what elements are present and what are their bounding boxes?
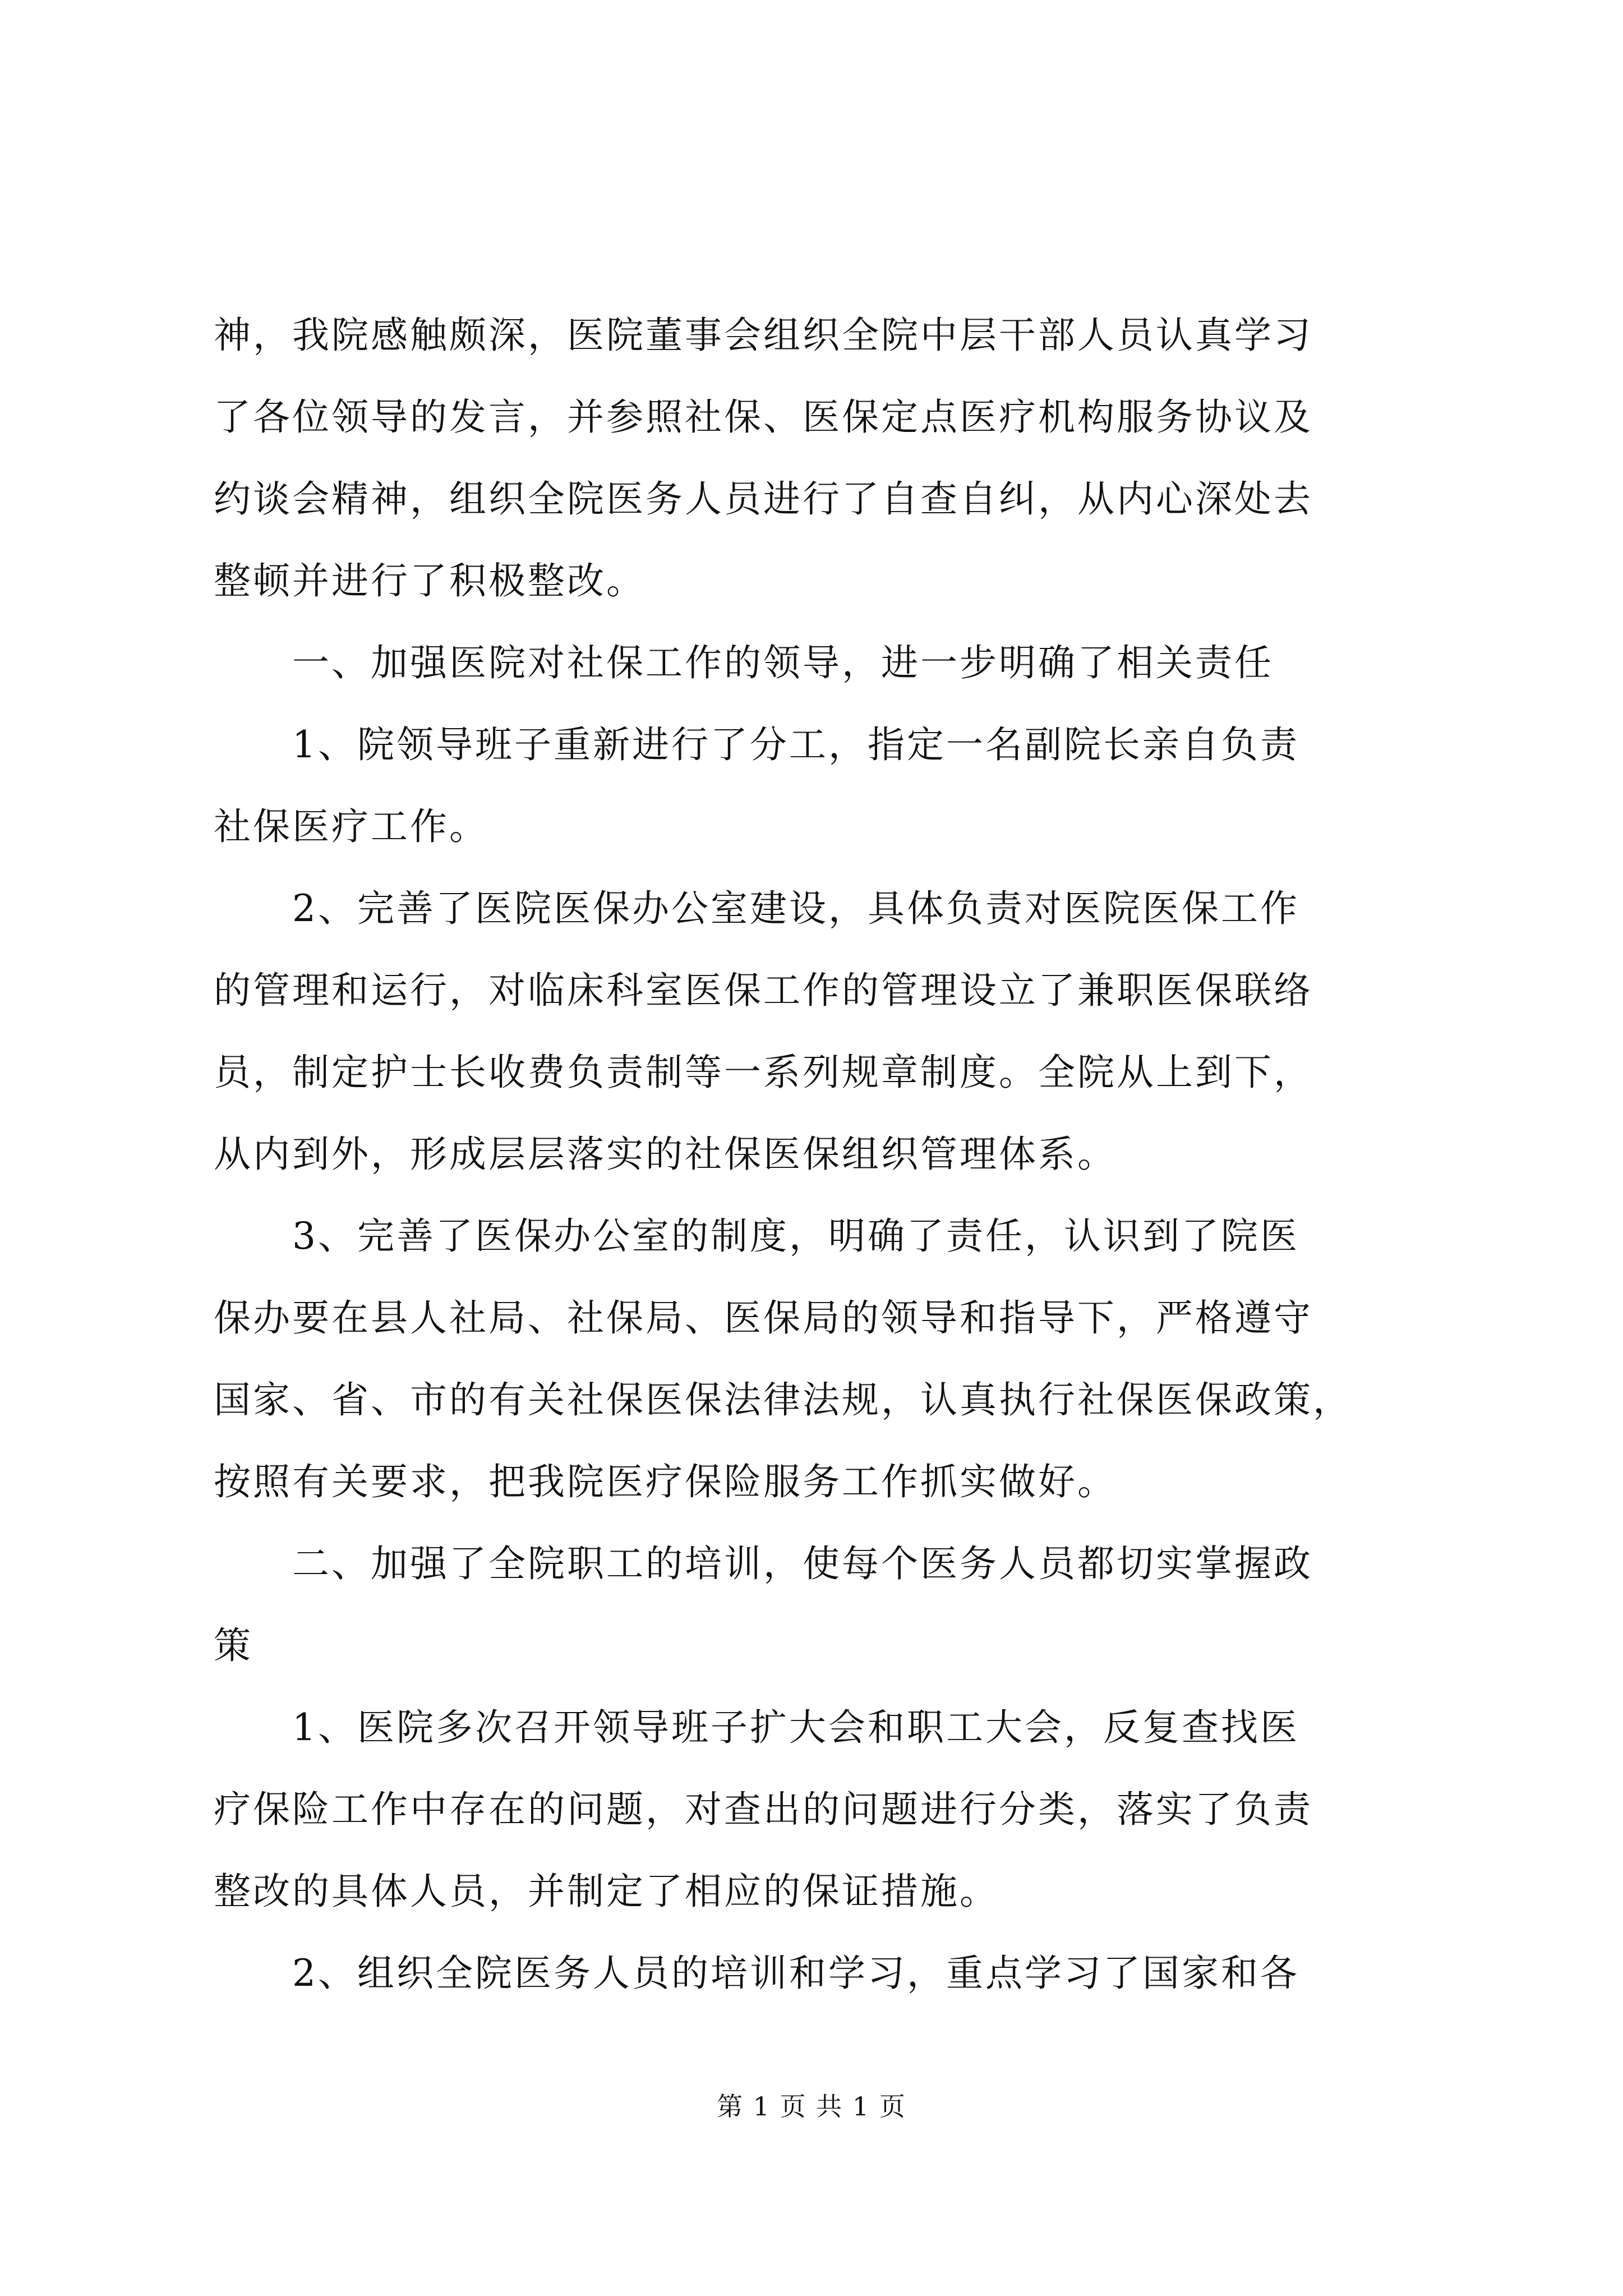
text-line: 了各位领导的发言，并参照社保、医保定点医疗机构服务协议及 bbox=[214, 395, 1313, 439]
text-line: 员，制定护士长收费负责制等一系列规章制度。全院从上到下， bbox=[214, 1051, 1313, 1094]
text-line: 神，我院感触颇深，医院董事会组织全院中层干部人员认真学习 bbox=[214, 314, 1313, 357]
text-line: 1、院领导班子重新进行了分工，指定一名副院长亲自负责 bbox=[292, 723, 1299, 766]
section-heading: 二、加强了全院职工的培训，使每个医务人员都切实掌握政 bbox=[292, 1542, 1313, 1585]
text-line: 整顿并进行了积极整改。 bbox=[214, 559, 645, 602]
text-line: 1、医院多次召开领导班子扩大会和职工大会，反复查找医 bbox=[292, 1706, 1299, 1749]
section-heading: 一、加强医院对社保工作的领导，进一步明确了相关责任 bbox=[292, 641, 1274, 684]
text-line: 保办要在县人社局、社保局、医保局的领导和指导下，严格遵守 bbox=[214, 1296, 1313, 1340]
text-line: 2、组织全院医务人员的培训和学习，重点学习了国家和各 bbox=[292, 1952, 1299, 1995]
page-number-footer: 第 1 页 共 1 页 bbox=[717, 2091, 906, 2122]
text-line: 国家、省、市的有关社保医保法律法规，认真执行社保医保政策， bbox=[214, 1378, 1352, 1421]
text-line: 2、完善了医院医保办公室建设，具体负责对医院医保工作 bbox=[292, 887, 1299, 930]
text-line: 的管理和运行，对临床科室医保工作的管理设立了兼职医保联络 bbox=[214, 969, 1313, 1012]
text-line: 社保医疗工作。 bbox=[214, 805, 488, 848]
text-line: 整改的具体人员，并制定了相应的保证措施。 bbox=[214, 1870, 999, 1913]
text-line: 按照有关要求，把我院医疗保险服务工作抓实做好。 bbox=[214, 1460, 1117, 1503]
text-line: 约谈会精神，组织全院医务人员进行了自查自纠，从内心深处去 bbox=[214, 477, 1313, 521]
text-line: 从内到外，形成层层落实的社保医保组织管理体系。 bbox=[214, 1133, 1117, 1176]
text-line: 3、完善了医保办公室的制度，明确了责任，认识到了院医 bbox=[292, 1214, 1299, 1258]
text-line: 疗保险工作中存在的问题，对查出的问题进行分类，落实了负责 bbox=[214, 1788, 1313, 1831]
section-heading-continued: 策 bbox=[214, 1624, 253, 1667]
